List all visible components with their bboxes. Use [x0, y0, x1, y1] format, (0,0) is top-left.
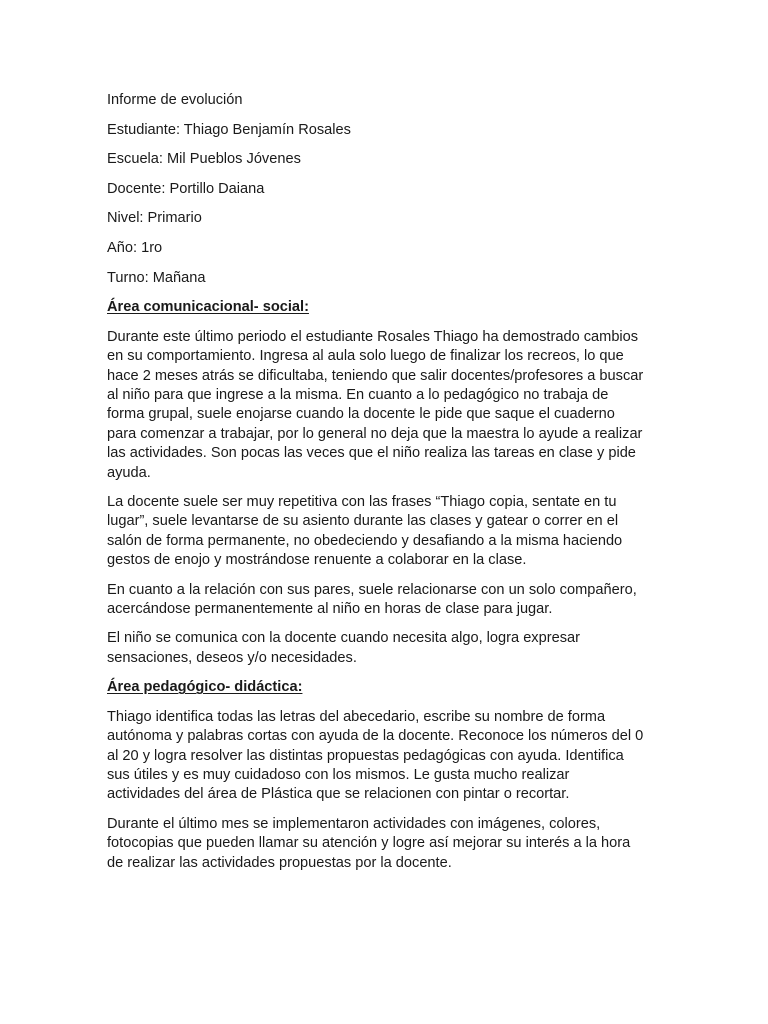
paragraph: Durante este último periodo el estudiante Rosales Thiago ha demostrado cambios en su comportamiento. Ingresa al aula solo luego de finalizar los recreos, lo que hace 2 meses atrás se dificultaba, teniendo que salir docentes/profesores a buscar al niño para que ingrese a la misma. En cuanto a lo pedagógico no trabaja de forma grupal, suele enojarse cuando la docente le pide que saque el cuaderno para comenzar a trabajar, por lo general no deja que la maestra lo ayude a realizar las actividades. Son pocas las veces que el niño realiza las tareas en clase y pide ayuda.	[107, 328, 644, 481]
level-line: Nivel: Primario	[107, 210, 202, 227]
teacher-line: Docente: Portillo Daiana	[107, 180, 265, 197]
paragraph: Thiago identifica todas las letras del abecedario, escribe su nombre de forma autónoma y palabras cortas con ayuda de la docente. Reconoce los números del 0 al 20 y logra resolver las distintas propuestas pedagógicas con ayuda. Identifica sus útiles y es muy cuidadoso con los mismos. Le gusta mucho realizar actividades del área de Plástica que se relacionen con pintar o recortar.	[107, 708, 644, 803]
section-communicational-social	[107, 298, 663, 668]
section-heading: Área pedagógico- didáctica:	[107, 679, 303, 696]
paragraph: En cuanto a la relación con sus pares, suele relacionarse con un solo compañero, acercándose permanentemente al niño en horas de clase para jugar.	[107, 581, 637, 618]
year-line: Año: 1ro	[107, 239, 163, 256]
shift-line: Turno: Mañana	[107, 269, 206, 286]
document-page	[107, 91, 663, 883]
school-line: Escuela: Mil Pueblos Jóvenes	[107, 151, 301, 168]
report-title: Informe de evolución	[107, 92, 243, 108]
section-pedagogical-didactic	[107, 678, 663, 873]
section-heading: Área comunicacional- social:	[107, 299, 309, 316]
paragraph: El niño se comunica con la docente cuando necesita algo, logra expresar sensaciones, deseos y/o necesidades.	[107, 630, 580, 666]
paragraph: La docente suele ser muy repetitiva con las frases “Thiago copia, sentate en tu lugar”, suele levantarse de su asiento durante las clases y gatear o correr en el salón de forma permanente, no obedeciendo y desafiando a la misma haciendo gestos de enojo y mostrándose renuente a colaborar en la clase.	[107, 494, 623, 569]
student-line: Estudiante: Thiago Benjamín Rosales	[107, 121, 351, 138]
paragraph: Durante el último mes se implementaron actividades con imágenes, colores, fotocopias que pueden llamar su atención y logre así mejorar su interés a la hora de realizar las actividades propuestas por la docente.	[107, 815, 631, 871]
